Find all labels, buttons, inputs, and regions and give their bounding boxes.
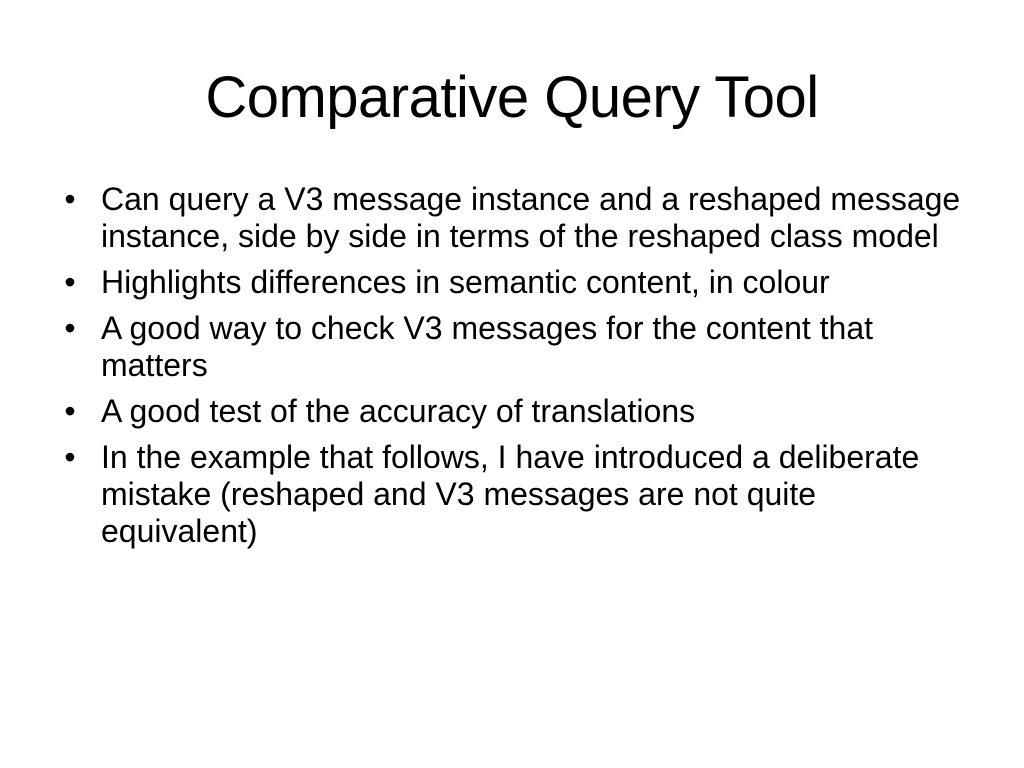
bullet-icon: • (64, 393, 76, 429)
bullet-icon: • (64, 439, 76, 475)
bullet-text: A good way to check V3 messages for the content that matters (101, 310, 874, 383)
bullet-list (60, 181, 970, 559)
bullet-text: Highlights differences in semantic content, in colour (101, 264, 830, 300)
bullet-item (60, 310, 970, 384)
bullet-text: A good test of the accuracy of translations (101, 393, 696, 429)
slide-title: Comparative Query Tool (205, 65, 819, 130)
bullet-item (60, 439, 970, 550)
bullet-text: In the example that follows, I have introduced a deliberate mistake (reshaped and V3 messages are not quite equivalent) (101, 439, 920, 549)
bullet-icon: • (64, 264, 76, 300)
bullet-icon: • (64, 310, 76, 346)
bullet-item (60, 393, 970, 430)
bullet-item (60, 264, 970, 301)
bullet-icon: • (64, 181, 76, 217)
bullet-item (60, 181, 970, 255)
bullet-text: Can query a V3 message instance and a reshaped message instance, side by side in terms of the reshaped class model (101, 181, 961, 254)
